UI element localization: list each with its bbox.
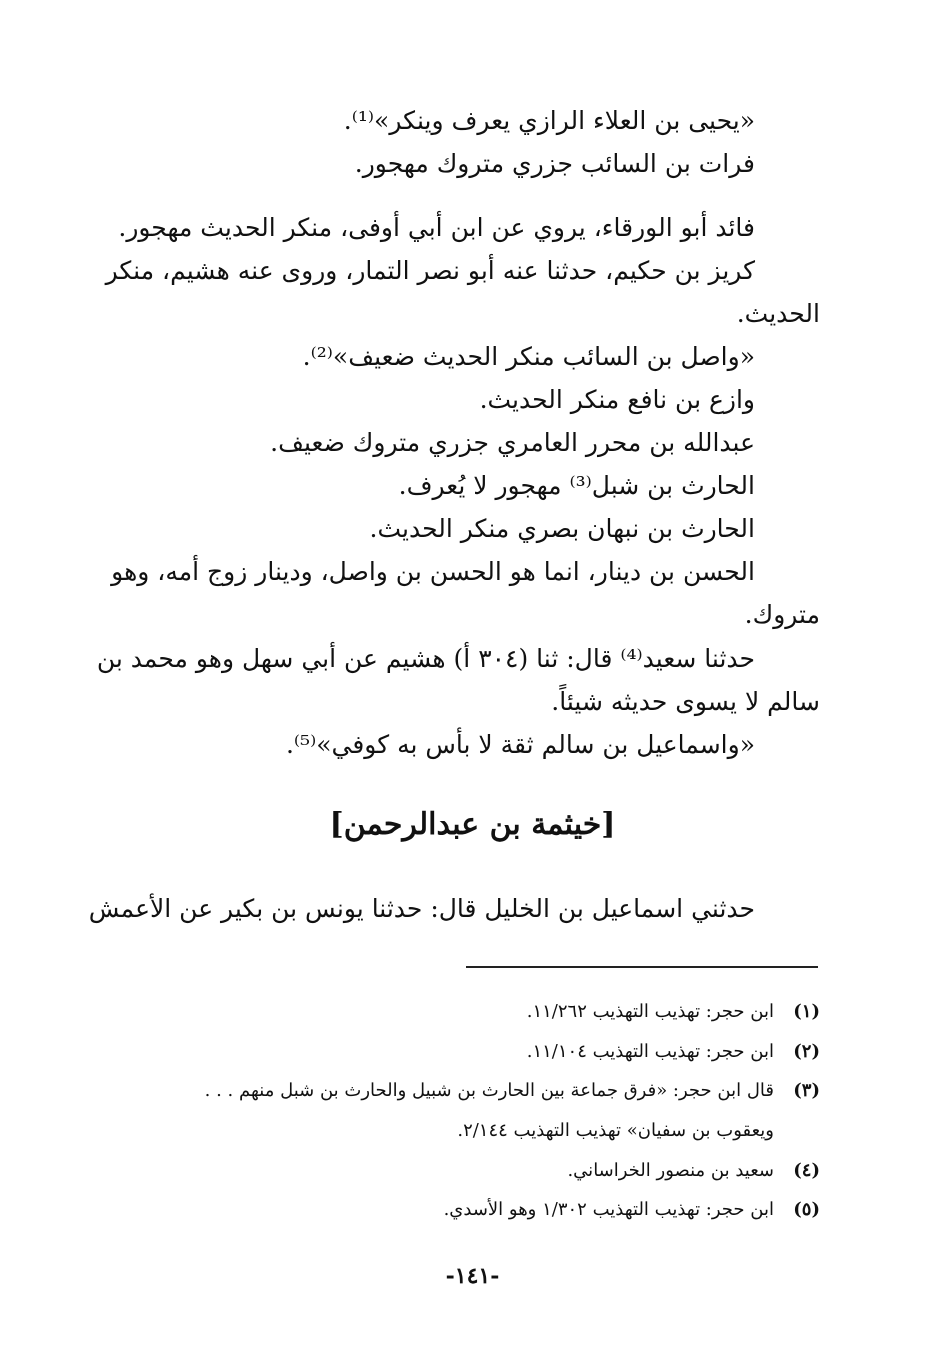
footnote [120,1156,820,1186]
body-line: فرات بن السائب جزري متروك مهجور. [354,149,755,178]
body-line: سالم لا يسوى حديثه شيئاً. [551,687,820,716]
footnote-text: قال ابن حجر: «فرق جماعة بين الحارث بن شبيل والحارث بن شبل منهم . . . [204,1080,774,1101]
body-line: حدثنا سعيد⁽⁴⁾ قال: ثنا (٣٠٤ أ) هشيم عن أبي سهل وهو محمد بن [96,644,755,673]
footnote-number: (٢) [793,1041,820,1062]
footnote-text: ابن حجر: تهذيب التهذيب ١/٣٠٢ وهو الأسدي. [443,1199,774,1220]
footnote-number: (١) [793,1001,820,1022]
body-line: الحديث. [736,299,820,328]
body-line: «واصل بن السائب منكر الحديث ضعيف»⁽²⁾. [302,342,755,371]
footnote-number: (٤) [793,1160,820,1181]
footnote-text: سعيد بن منصور الخراساني. [567,1160,774,1181]
section-heading: [خيثمة بن عبدالرحمن] [329,807,616,842]
footnote [120,1195,820,1225]
footnote-text: ابن حجر: تهذيب التهذيب ١١/٢٦٢. [526,1001,774,1022]
footnote-separator [466,966,818,968]
footnote [120,1037,820,1067]
body-line: «واسماعيل بن سالم ثقة لا بأس به كوفي»⁽⁵⁾. [285,730,755,759]
footnote-number: (٥) [793,1199,820,1220]
footnote [120,1076,820,1106]
body-line: الحسن بن دينار، انما هو الحسن بن واصل، ودينار زوج أمه، وهو [111,557,755,586]
body-line: كريز بن حكيم، حدثنا عنه أبو نصر التمار، وروى عنه هشيم، منكر [105,256,755,285]
body-line: حدثني اسماعيل بن الخليل قال: حدثنا يونس بن بكير عن الأعمش [88,894,755,923]
body-line: الحارث بن نبهان بصري منكر الحديث. [369,514,755,543]
page-number: -١٤١- [445,1263,500,1289]
body-line: فائد أبو الورقاء، يروي عن ابن أبي أوفى، منكر الحديث مهجور. [118,213,755,242]
footnote-number: (٣) [793,1080,820,1101]
body-line: وازع بن نافع منكر الحديث. [479,385,755,414]
body-line: الحارث بن شبل⁽³⁾ مهجور لا يُعرف. [398,471,755,500]
footnote [120,997,820,1027]
body-line: متروك. [744,600,820,629]
body-line: عبدالله بن محرر العامري جزري متروك ضعيف. [270,428,755,457]
body-line: «يحيى بن العلاء الرازي يعرف وينكر»⁽¹⁾. [343,106,755,135]
footnote-continuation: ويعقوب بن سفيان» تهذيب التهذيب ٢/١٤٤. [457,1120,774,1141]
footnote-text: ابن حجر: تهذيب التهذيب ١١/١٠٤. [526,1041,774,1062]
